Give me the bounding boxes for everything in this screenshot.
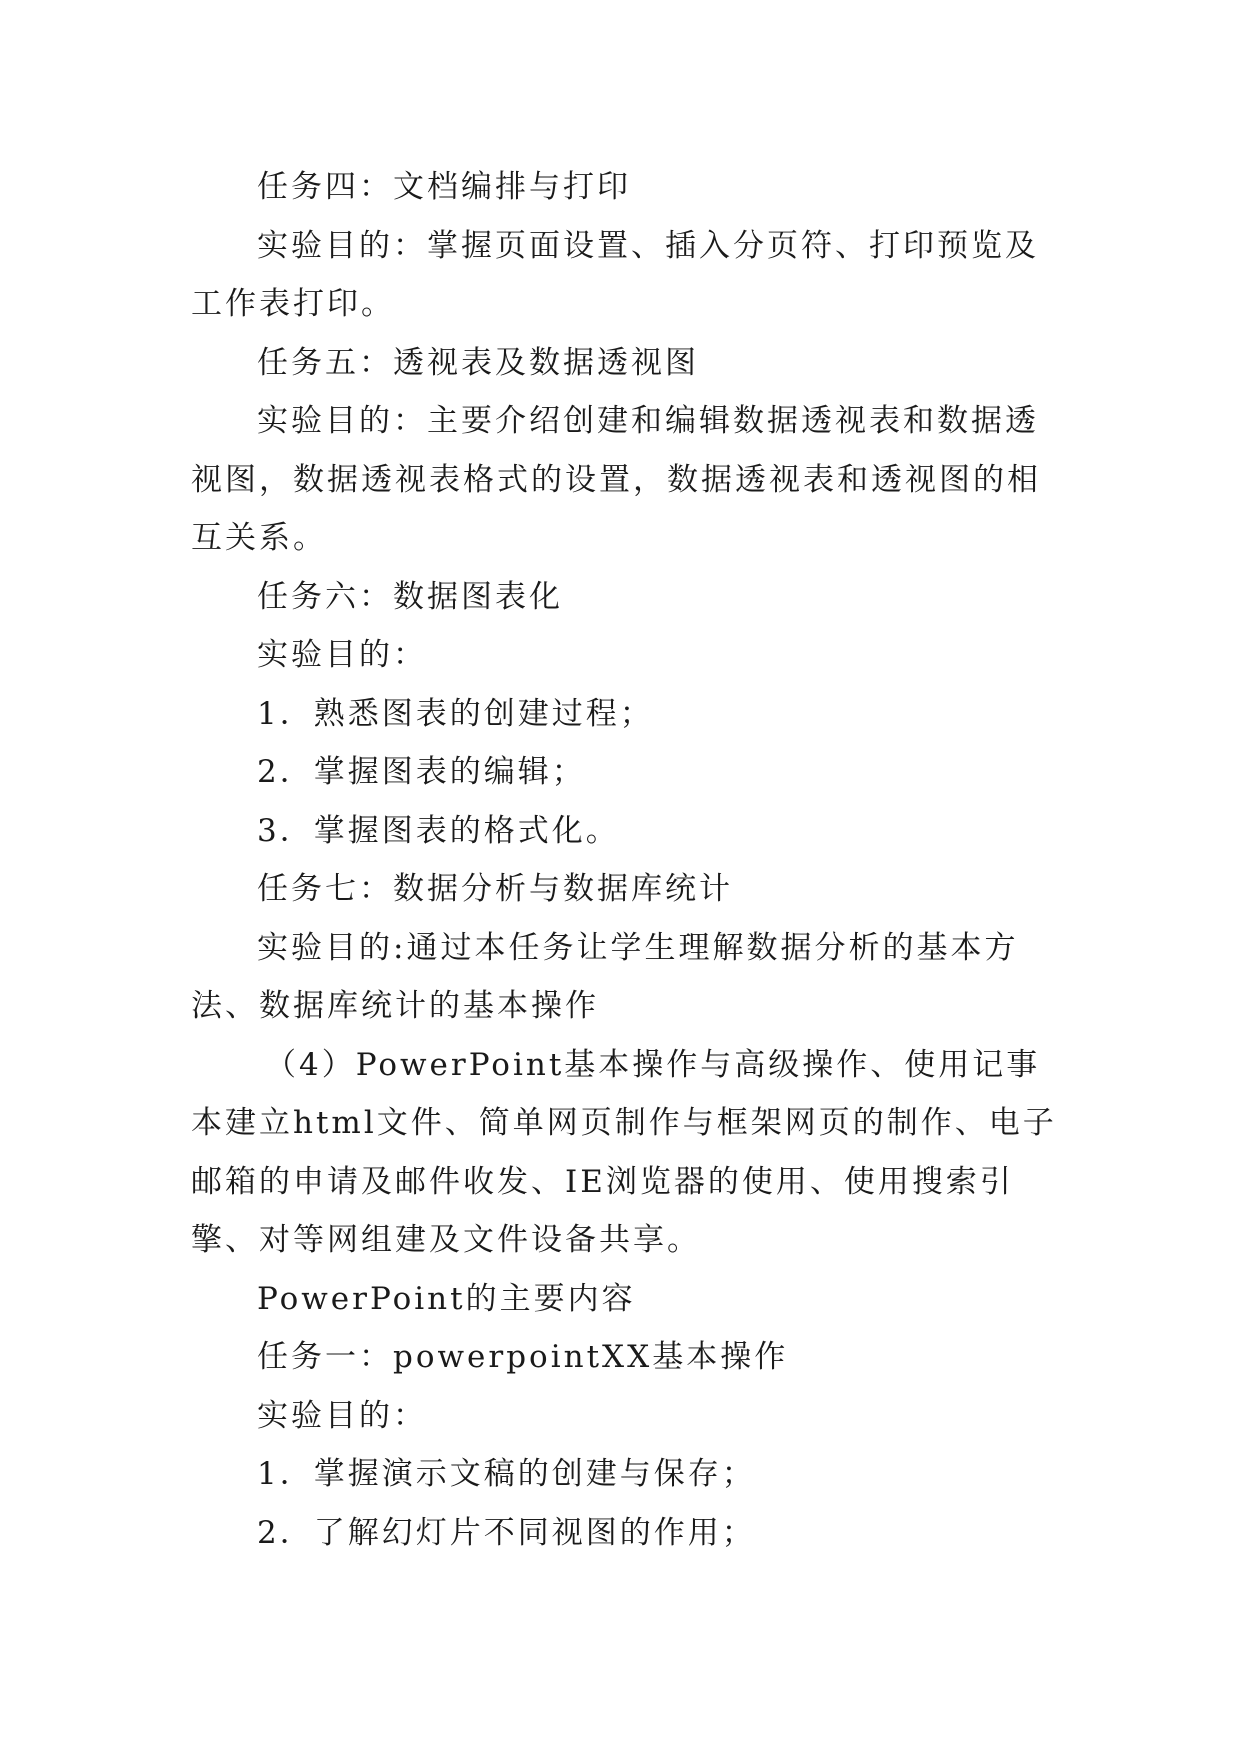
task-five-objective: 实验目的：主要介绍创建和编辑数据透视表和数据透视图，数据透视表格式的设置，数据透视表和透视图的相互关系。	[191, 403, 1041, 556]
task-four-heading: 任务四：文档编排与打印	[257, 169, 631, 205]
task-seven-heading: 任务七：数据分析与数据库统计	[257, 871, 733, 907]
task-five-heading: 任务五：透视表及数据透视图	[257, 344, 699, 381]
powerpoint-content-heading: PowerPoint的主要内容	[257, 1280, 636, 1317]
task-six-item-3: 3．掌握图表的格式化。	[257, 812, 620, 849]
task-seven-objective: 实验目的:通过本任务让学生理解数据分析的基本方法、数据库统计的基本操作	[191, 929, 1019, 1024]
task-six-objective-label: 实验目的：	[257, 637, 427, 673]
pp-task-one-objective-label: 实验目的：	[257, 1397, 427, 1434]
task-six-heading: 任务六：数据图表化	[257, 578, 563, 615]
section-4-paragraph: （4）PowerPoint基本操作与高级操作、使用记事本建立html文件、简单网页制作与框架网页的制作、电子邮箱的申请及邮件收发、IE浏览器的使用、使用搜索引擎、对等网组建及文件设备共享。	[191, 1046, 1057, 1258]
task-four-objective: 实验目的：掌握页面设置、插入分页符、打印预览及工作表打印。	[191, 227, 1039, 322]
pp-task-one-item-1: 1．掌握演示文稿的创建与保存；	[257, 1456, 756, 1492]
task-six-item-2: 2．掌握图表的编辑；	[257, 754, 586, 790]
pp-task-one-heading: 任务一：powerpointXX基本操作	[257, 1339, 789, 1375]
document-body	[191, 158, 1061, 1562]
task-six-item-1: 1．熟悉图表的创建过程；	[257, 695, 654, 732]
pp-task-one-item-2: 2．了解幻灯片不同视图的作用；	[257, 1514, 756, 1551]
